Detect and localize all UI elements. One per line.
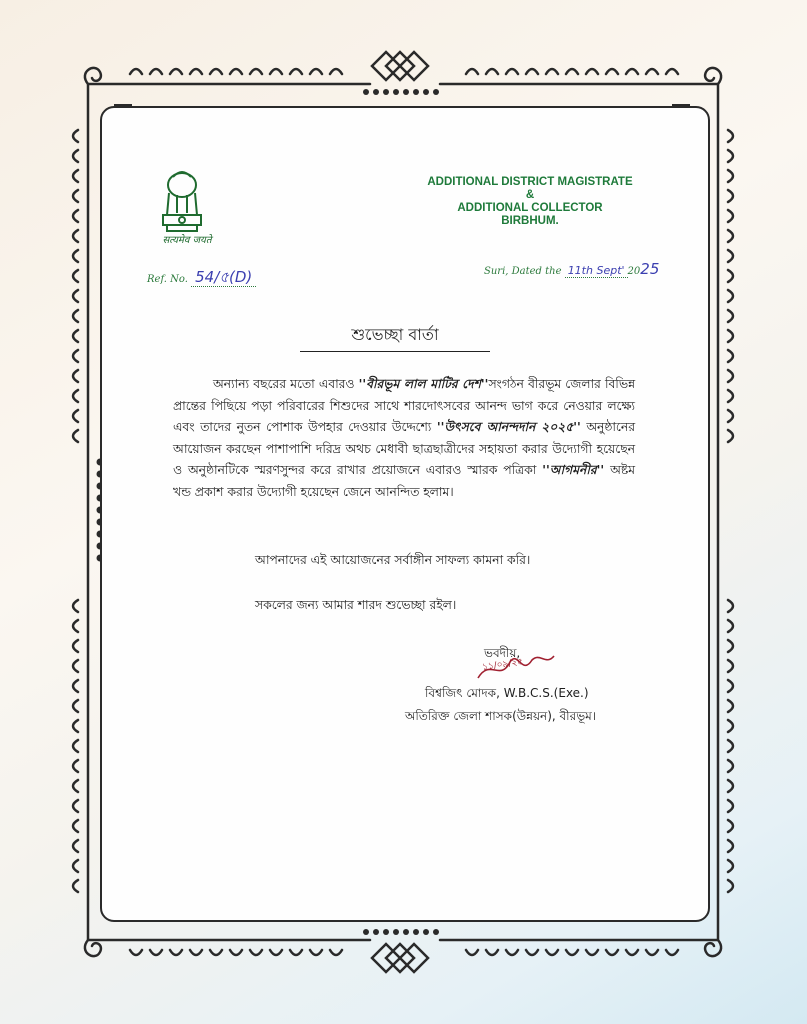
wish-line: আপনাদের এই আয়োজনের সর্বাঙ্গীন সাফল্য কামনা করি। [255, 553, 531, 567]
greeting-line: সকলের জন্য আমার শারদ শুভেচ্ছা রইল। [255, 598, 457, 612]
date-day-month: 11th Sept' [565, 264, 628, 278]
event-name: ''উৎসবে আনন্দদান ২০২৫'' [436, 420, 581, 434]
signer-name: বিশ্বজিৎ মোদক, W.B.C.S.(Exe.) [425, 686, 589, 700]
emblem-motto: सत्यमेव जयते [162, 235, 212, 246]
magazine-name: ''আগমনীর'' [542, 463, 605, 477]
ref-label: Ref. No. [147, 274, 188, 285]
signer-designation: অতিরিক্ত জেলা শাসক(উন্নয়ন), বীরভূম। [405, 709, 597, 723]
organisation-name: ''বীরভূম লাল মাটির দেশ'' [358, 377, 489, 391]
office-line: BIRBHUM. [501, 215, 559, 227]
reference-number [147, 266, 256, 291]
date-year-suffix: 25 [640, 260, 660, 278]
date-label: Suri, Dated the [484, 266, 562, 277]
letter-body [173, 374, 635, 503]
page-title: শুভেচ্ছা বার্তা [300, 322, 490, 352]
signature-date: ১১/০৯/২৫ [481, 657, 524, 673]
closing: ভবদীয়, [484, 646, 521, 660]
office-title [400, 176, 660, 228]
office-line: ADDITIONAL DISTRICT MAGISTRATE [427, 176, 633, 188]
office-line: ADDITIONAL COLLECTOR [457, 202, 603, 214]
letter-date [484, 260, 659, 278]
office-line: & [525, 189, 535, 201]
body-paragraph: অন্যান্য বছরের মতো এবারও ''বীরভূম লাল মাটির দেশ''সংগঠন বীরভূম জেলার বিভিন্ন প্রান্তের পিছিয়ে পড়া পরিবারের শিশুদের সাথে শারদোৎসবের আনন্দ ভাগ করে নেওয়ার লক্ষ্যে এবং তাদের নুতন পোশাক উপহার দেওয়ার উদ্দেশ্যে ''উৎসবে আনন্দদান ২০২৫'' অনুষ্ঠানের আয়োজন করছেন পাশাপাশি দরিদ্র অথচ মেধাবী ছাত্রছাত্রীদের সহায়তা করার উদ্যোগী হয়েছেন ও অনুষ্ঠানটিকে স্মরণসুন্দর করে রাখার প্রয়োজনে এবারও স্মারক পত্রিকা ''আগমনীর'' অষ্টম খন্ড প্রকাশ করার উদ্যোগী হয়েছেন জেনে আনন্দিত হলাম। [173, 377, 636, 499]
ref-value: 54/৫(D) [191, 268, 256, 287]
date-year-prefix: 20 [627, 266, 641, 277]
